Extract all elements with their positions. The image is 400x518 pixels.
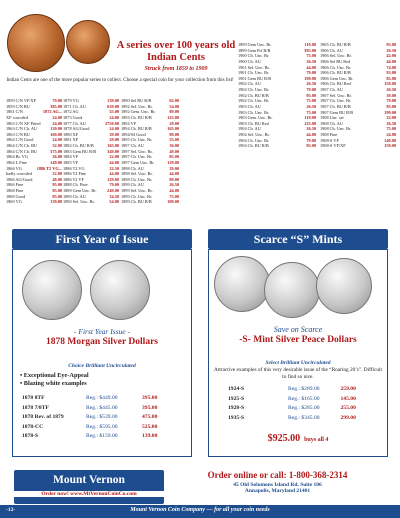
offer-row (22, 432, 182, 442)
coin-description: 1908 Ch. AU (320, 120, 343, 126)
coin-price: 75.00 (306, 98, 316, 104)
coin-description: 1903 Ch. BU Red (238, 120, 269, 126)
coin-price: 54.00 (169, 103, 179, 109)
coin-price: 165.00 (167, 126, 179, 132)
coin-price: 149.00 (384, 137, 396, 143)
coin-price: 129.00 (107, 176, 119, 182)
coin-price: 54.00 (109, 199, 119, 205)
address-line-2: Annapolis, Maryland 21401 (244, 488, 311, 494)
coin-description: 1900 Ch. Unc. Br. (238, 53, 270, 59)
coin-description: 1864 L Fine (6, 159, 27, 165)
coin-description: 1864 C/N Good (6, 137, 34, 143)
coin-description: 1907 Ch. BU R/B (320, 103, 351, 109)
footer (14, 470, 386, 504)
coin-price: 24.00 (386, 132, 396, 137)
coin-description: 1863 C/N BU (6, 131, 30, 137)
coin-price: 89.00 (169, 131, 179, 137)
coin-price: 95.00 (52, 188, 62, 193)
coin-price: 139.00 (50, 199, 62, 205)
offer-coin: 1935-S (228, 414, 245, 421)
offer-row (228, 395, 378, 405)
offer-sale-price: 395.00 (142, 395, 158, 401)
coin-description: 1899 Ch. Unc. Br. (121, 193, 153, 199)
coin-description: 1873 Good (63, 114, 83, 120)
offer-sale-price: 259.00 (340, 386, 356, 392)
coin-description: 1901 Sel. Unc. Br. (238, 64, 270, 70)
coin-description: 1906 Sel BU Red (320, 58, 351, 64)
coin-price: 75.00 (169, 193, 179, 199)
offer-sale-price: 299.00 (340, 414, 356, 421)
logo-text: Mount Vernon (53, 474, 125, 486)
offer-regular-price: Reg.: $539.00 (86, 414, 118, 420)
coin-price: 85.00 (386, 75, 396, 81)
coin-description: 1901 Ch. Unc. Br. (238, 70, 270, 76)
coin-price: 26.50 (386, 47, 396, 53)
coin-description: 1897 Gem Unc. Br. (121, 159, 155, 165)
first-year-banner: First Year of Issue (12, 229, 192, 249)
bullet-item: • Blazing white examples (20, 380, 87, 387)
coin-price: 109.00 (167, 199, 179, 205)
coin-price: 26.50 (306, 126, 316, 132)
coin-price: 36.00 (169, 143, 179, 148)
coin-description: 1881 XF (63, 137, 79, 143)
coin-description: XF corroded (6, 114, 28, 120)
coin-price: 159.00 (384, 143, 396, 149)
bottom-bar (0, 505, 400, 518)
offer-coin: 1928-S (228, 405, 245, 411)
peace-grade: Select Brilliant Uncirculated (265, 360, 331, 366)
coin-description: 1904 Ch. AU (238, 126, 261, 132)
coin-description: 1886 T2 Fine (63, 171, 87, 177)
header-title: A series over 100 years old Indian Cents (116, 40, 236, 63)
coin-price: 79.00 (306, 70, 316, 76)
coin-description: 1890 Ch. AU (63, 193, 86, 199)
coin-price: 93.00 (386, 70, 396, 76)
offer-coin: 1878-S (22, 433, 39, 439)
coin-price: 22.00 (109, 154, 119, 160)
coin-description: 1894/94 Good (121, 131, 146, 137)
coin-description: 1907 Ch. AU (320, 87, 343, 92)
price-list-mid2 (121, 98, 179, 205)
coin-price: 44.00 (306, 64, 316, 70)
coin-description: 1877 Ch. AU (63, 120, 86, 126)
offer-regular-price: Reg.: $165.00 (288, 395, 320, 402)
coin-price: 26.50 (386, 120, 396, 126)
coin-price: 169.00 (50, 131, 62, 137)
header-subtitle: Struck from 1859 to 1909 (144, 66, 208, 72)
coin-description: 1902 Ch. BU R/B (238, 92, 269, 98)
morgan-dollar-image (22, 260, 82, 320)
coin-price: 95.00 (306, 92, 316, 98)
coin-description: 1899 Gem Unc. Br. (238, 42, 272, 47)
coin-price: 24.00 (109, 114, 119, 120)
coin-description: 1903 Gem. Unc. Br. (238, 115, 273, 121)
coin-description: 1886 T2 VG (63, 165, 85, 171)
offer-regular-price: Reg.: $289.00 (288, 386, 320, 392)
coin-price: 385.00 (50, 103, 62, 109)
morgan-title: 1878 Morgan Silver Dollars (46, 337, 158, 347)
coin-price: 125.00 (304, 120, 316, 126)
coin-description: 1898 Ch. Unc. Br. (121, 176, 153, 182)
coin-price: 44.00 (169, 171, 179, 177)
address-line-1: 45 Old Solomons Island Rd. Suite 106 (233, 482, 322, 488)
coin-price: 89.00 (169, 176, 179, 182)
coin-price: 42.00 (386, 53, 396, 59)
coin-description: 1894 VF (121, 120, 137, 126)
coin-description: 1906 Gem Unc. Br. (320, 75, 354, 81)
price-row (238, 143, 316, 149)
coin-price: 39.00 (109, 131, 119, 137)
coin-price: 32.00 (52, 143, 62, 148)
order-info (169, 470, 386, 494)
coin-price: 79.00 (386, 98, 396, 104)
coin-price: 22.00 (52, 171, 62, 177)
coin-description: 1897 Ch. AU (121, 143, 144, 148)
price-row (6, 199, 62, 205)
offer-coin: 1878-CC (22, 423, 44, 430)
peace-dollar-image-3 (316, 258, 372, 314)
coin-price: 79.00 (109, 182, 119, 188)
coin-price: 55.00 (169, 137, 179, 143)
order-phone[interactable]: Order online or call: 1-800-368-2314 (207, 470, 348, 480)
coin-price: 75.00 (306, 109, 316, 115)
offer-sale-price: 139.00 (142, 433, 158, 439)
coin-description: 1902 Ch. Unc. Br. (238, 98, 270, 104)
price-row (121, 199, 179, 205)
coin-price: 48.00 (52, 176, 62, 182)
coin-price: 79.00 (52, 98, 62, 103)
coin-description: 1893 Ch. BU R/B (121, 114, 152, 120)
coin-description: 1906 Ch. Unc. Br. (320, 64, 352, 70)
coin-description: 1863 C/N Ch. AU (6, 126, 38, 132)
coin-description: 1904 Ch. Unc. Br. (238, 137, 270, 143)
coin-description: 1869 VG (6, 199, 22, 205)
coin-price: 159.00 (384, 81, 396, 87)
coin-price: 639.00 (107, 103, 119, 109)
peace-dollar-image (214, 256, 270, 312)
coin-price: 26.50 (169, 182, 179, 188)
coin-price: 74.00 (386, 64, 396, 70)
coin-description: 1906 Sel. Unc. Br. (320, 53, 352, 59)
offer-row (228, 385, 378, 395)
coin-price: 62.00 (169, 98, 179, 103)
offer-row (228, 414, 378, 424)
coin-description: 1866 Fine (6, 182, 24, 188)
coin-description: 1899 Ch. AU (121, 182, 144, 188)
coin-price: 44.00 (386, 58, 396, 64)
coin-price: 79.00 (306, 137, 316, 143)
coin-price: 119.00 (304, 42, 316, 47)
coin-description: 1886 T2 VF (63, 176, 84, 182)
coin-description: 1897 Ch. Unc. Br. (121, 154, 153, 160)
coin-description: 1890 Sel BU R/B (121, 98, 152, 103)
coin-description: 1866 VG (6, 165, 22, 171)
coin-price: 165.00 (107, 143, 119, 148)
mount-vernon-logo[interactable] (14, 470, 164, 504)
coin-price: 24.00 (52, 114, 62, 120)
coin-description: 1906 Ch. AU (320, 47, 343, 53)
offer-row (22, 404, 182, 414)
peace-title: -S- Mint Silver Peace Dollars (239, 335, 357, 345)
coin-price: 199.00 (304, 75, 316, 81)
coin-price: 26.50 (306, 58, 316, 64)
offer-sale-price: 395.00 (142, 404, 158, 411)
coin-description: badly corroded (6, 171, 32, 177)
coin-price: 375.00 (50, 148, 62, 154)
offer-regular-price: Reg.: $445.00 (86, 404, 118, 411)
offer-row (22, 423, 182, 433)
price-list-left (6, 98, 62, 205)
tagline: Mount Vernon Coin Company — for all your coin needs (130, 507, 270, 513)
coin-price: 89.00 (169, 109, 179, 115)
coin-description: 1899 Gem Prf R/B (238, 47, 271, 53)
coin-description: 1906 Ch. BU Red (320, 81, 351, 87)
coin-price: 44.00 (306, 132, 316, 137)
offer-sale-price: 475.00 (142, 414, 158, 420)
offer-coin: 1925-S (228, 395, 245, 402)
coin-description: 1899 Ch. BU R/B (121, 199, 152, 205)
offer-regular-price: Reg.: $595.00 (86, 423, 118, 430)
coin-description: 1898 Sel. Unc. Br. (121, 171, 153, 177)
peace-dollar-image-2 (264, 262, 320, 318)
coin-description: 1864 Br. VG (6, 154, 29, 160)
price-row (320, 143, 396, 149)
coin-description: 1906 Ch. BU R/B (320, 70, 351, 76)
coin-description: 1903 Ch. Unc. Br. (238, 109, 270, 115)
coin-price: 39.00 (386, 92, 396, 98)
coin-price: 34.50 (109, 193, 119, 199)
coin-description: 1907 Ch. Unc. Br. (320, 98, 352, 104)
coin-price: 26.50 (306, 103, 316, 109)
coin-description: 1904 Ch. BU R/B (238, 143, 269, 149)
coin-description: 1863 C/N XF Pitted (6, 120, 41, 126)
offer-regular-price: Reg.: $285.00 (288, 405, 320, 411)
coin-description: 1866 AG/Good (6, 176, 33, 182)
first-year-subtitle: - First Year Issue - (74, 327, 130, 336)
page-number: -12- (6, 507, 16, 513)
morgan-grade: Choice Brilliant Uncirculated (68, 363, 136, 369)
offer-row (228, 404, 378, 414)
offer-sale-price: 145.00 (340, 395, 356, 402)
coin-price: 95.00 (52, 182, 62, 188)
coin-description: 1908-S VF (320, 137, 339, 143)
coin-description: 1892 Sel. Unc. Br. (121, 103, 153, 109)
offer-regular-price: Reg.: $159.00 (86, 433, 118, 439)
coin-description: 1883 Gem BU R/B (63, 148, 97, 154)
morgan-dollar-reverse-image (90, 260, 150, 320)
coin-description: 1892 Gem. Unc. Br. (121, 109, 156, 115)
coin-price: 139.00 (107, 98, 119, 103)
peace-offers (228, 385, 378, 423)
coin-price: 24.00 (52, 120, 62, 126)
coin-description: 1898 Ch. AU (121, 165, 144, 171)
coin-price: 29.00 (109, 137, 119, 143)
coin-description: 1861 C/N (6, 109, 23, 115)
coin-price: 349.00 (107, 148, 119, 154)
coin-description: 1908-S VF/XF (320, 143, 346, 149)
order-url[interactable]: Order now! www.MtVernonCoinCo.com (14, 491, 164, 497)
coin-price: 95.00 (306, 143, 316, 149)
coin-price: 49.00 (169, 148, 179, 154)
offer-sale-price: 525.00 (142, 423, 158, 430)
coin-description: 1869 Good (6, 193, 26, 199)
coin-price: 1872 AG... (42, 109, 62, 115)
coin-price: 149.00 (50, 159, 62, 165)
peace-total (210, 428, 386, 446)
coin-description: 1900 Ch. AU (238, 58, 261, 64)
offer-coin: 1878 7/8TF (22, 404, 49, 411)
coin-description: 1859 C/N VF/XF (6, 98, 37, 103)
header-intro: Indian Cents are one of the more popular series to collect. Choose a special coin for your collection from this list! (6, 78, 234, 83)
coin-price: 85.00 (169, 154, 179, 160)
coin-price: 29.00 (169, 165, 179, 171)
coin-description: 1895 Ch. Unc. Br. (121, 137, 153, 143)
coin-description: 1897 Sel. Unc. Br. (121, 148, 153, 154)
coin-price: 29.00 (169, 120, 179, 126)
coin-description: 1903 Ch. AU (238, 103, 261, 109)
coin-price: 95.00 (52, 193, 62, 199)
coin-description: 1907 Sel. Unc. Br. (320, 92, 352, 98)
save-on-scarce: Save on Scarce (273, 325, 323, 334)
coin-price: 22.50 (109, 165, 119, 171)
coin-description: 1872 AG (63, 109, 79, 115)
coin-description: 1888 Ch. Fine (63, 182, 88, 188)
price-row (63, 199, 119, 205)
price-list-mid (63, 98, 119, 205)
total-suffix: buys all 4 (304, 437, 329, 443)
coin-price: 55.00 (109, 109, 119, 115)
indian-cent-obverse-image (7, 14, 65, 72)
coin-price: 1886 T2 VG... (36, 165, 62, 171)
coin-price: 2750.00 (105, 120, 119, 126)
coin-description: 1905 Ch. BU R/B (320, 42, 351, 47)
offer-coin: 1878 8TF (22, 395, 45, 401)
morgan-bullets (20, 372, 180, 388)
offer-regular-price: Reg.: $449.00 (86, 395, 118, 401)
coin-price: 249.00 (107, 188, 119, 193)
coin-price: 119.00 (304, 115, 316, 121)
coin-description: 1882 Ch. BU R/B (63, 143, 94, 148)
offer-sale-price: 255.00 (340, 405, 356, 411)
coin-price: 44.00 (109, 159, 119, 165)
offer-row (22, 394, 182, 404)
coin-price: 44.00 (109, 171, 119, 177)
price-list-right-1 (238, 42, 316, 149)
coin-description: 1864 C/N Ch. BU (6, 143, 38, 148)
coin-description: 1885 VF (63, 159, 79, 165)
coin-price: 125.00 (167, 114, 179, 120)
coin-price: 22.00 (386, 115, 396, 121)
bullet-item: • Exceptional Eye-Appeal (20, 372, 89, 379)
coin-price: 26.50 (306, 81, 316, 87)
offer-coin: 1924-S (228, 386, 245, 392)
coin-description: 1878 AG/Good (63, 126, 90, 132)
coin-price: 26.00 (52, 154, 62, 160)
coin-price: 26.50 (386, 87, 396, 92)
coin-description: 1879 VG (63, 98, 79, 103)
indian-cent-obverse-image-2 (66, 20, 110, 64)
morgan-offers (22, 394, 182, 442)
coin-description: 1908 Unc. set (320, 115, 344, 121)
price-list-right-2 (320, 42, 396, 149)
coin-description: 1868 Fine (6, 188, 24, 193)
coin-price: 395.00 (304, 47, 316, 53)
coin-price: 75.00 (306, 53, 316, 59)
coin-description: 1902 Ch. Unc. Br. (238, 87, 270, 92)
coin-description: 1894 Ch. BU R/B (121, 126, 152, 132)
coin-description: 1904 Sel. Unc. Br. (238, 132, 270, 137)
coin-description: 1907 Gem BU R/B (320, 109, 354, 115)
coin-description: 1871 Ch. AU (63, 103, 86, 109)
coin-description: 1899 Sel. Unc. Br. (121, 188, 153, 193)
peace-description: Attractive examples of this very desirable issue of the “Roaring 20’s”. Difficult to find so nice. (214, 367, 382, 380)
coin-description: 1880 XF (63, 131, 79, 137)
coin-price: 95.00 (386, 42, 396, 47)
coin-price: 95.00 (386, 103, 396, 109)
coin-price: 139.00 (50, 126, 62, 132)
coin-description: 1859 C/N BU (6, 103, 30, 109)
offer-row (22, 413, 182, 423)
scarce-s-mints-banner: Scarce “S” Mints (208, 229, 388, 249)
offer-coin: 1878 Rev. of 1879 (22, 414, 64, 420)
coin-description: 1889 Gem Unc. Br. (63, 188, 97, 193)
total-price: $925.00 (267, 433, 301, 444)
coin-description: 1908 Ch. Unc. Br. (320, 126, 352, 132)
coin-price: 75.00 (386, 126, 396, 132)
coin-price: 44.00 (169, 188, 179, 193)
coin-price: 24.00 (52, 137, 62, 143)
coin-description: 1901 Gem BU R/B (238, 75, 272, 81)
coin-description: 1864 C/N Ch. BU (6, 148, 38, 154)
coin-price: 199.00 (384, 109, 396, 115)
coin-description: 1884 VF (63, 154, 79, 160)
coin-price: 79.00 (306, 87, 316, 92)
coin-description: 1890 Sel. Unc. Br. (63, 199, 95, 205)
coin-description: 1908 Fine (320, 132, 338, 137)
offer-regular-price: Reg.: $345.00 (288, 414, 320, 421)
coin-price: 24.00 (109, 126, 119, 132)
coin-price: 129.00 (167, 159, 179, 165)
coin-description: 1902 Ch. AU (238, 81, 261, 87)
